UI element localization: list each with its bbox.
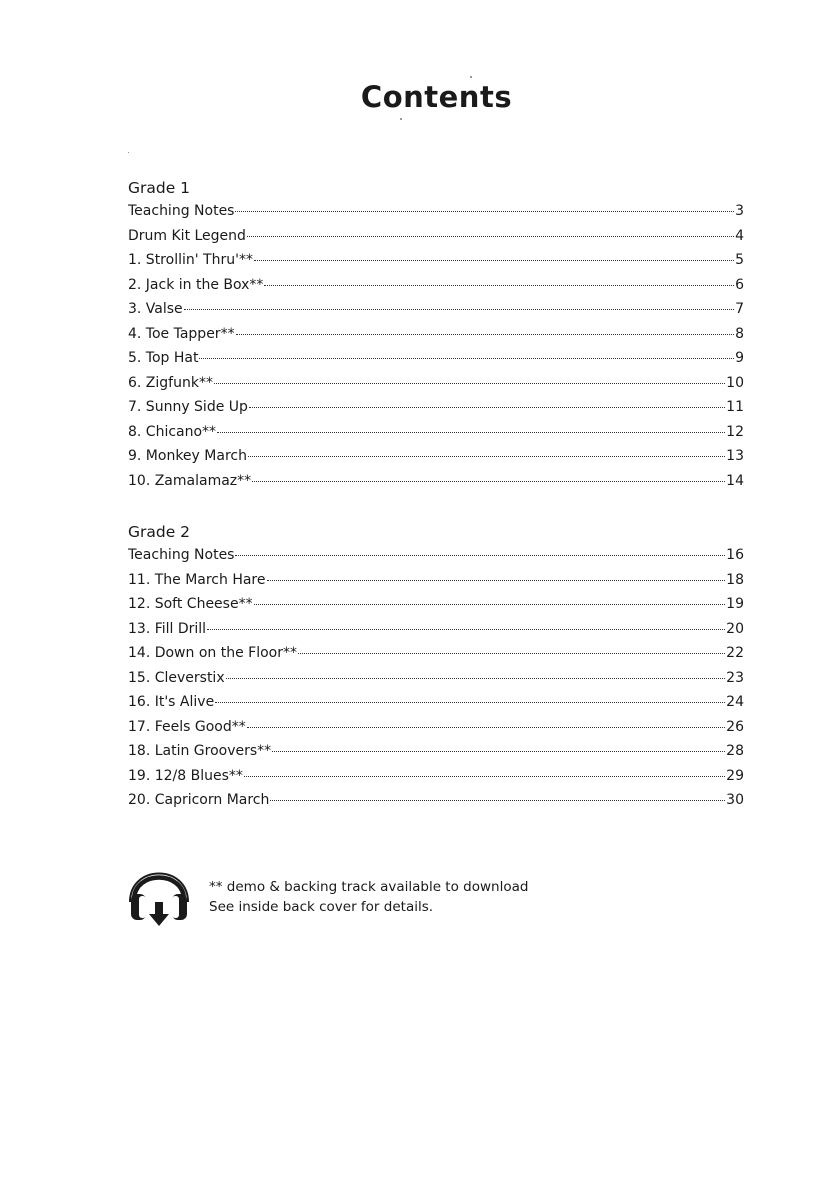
scan-speck xyxy=(470,76,472,78)
dot-leader xyxy=(272,751,725,752)
toc-entry xyxy=(128,694,744,719)
scan-speck xyxy=(400,118,402,120)
toc-entry xyxy=(128,228,744,253)
dot-leader xyxy=(270,800,725,801)
entry-title: 8. Chicano** xyxy=(128,423,217,440)
entry-title: 3. Valse xyxy=(128,301,183,317)
page-number: 10 xyxy=(726,374,744,391)
dot-leader xyxy=(207,629,725,630)
dot-leader xyxy=(226,678,726,679)
page-number: 14 xyxy=(726,472,744,489)
dot-leader xyxy=(254,260,734,261)
page-number: 13 xyxy=(726,448,744,464)
dot-leader xyxy=(184,309,734,310)
dot-leader xyxy=(199,358,734,359)
page-number: 4 xyxy=(735,227,744,244)
entry-title: 4. Toe Tapper** xyxy=(128,325,235,342)
dot-leader xyxy=(247,236,734,237)
entry-title: 1. Strollin' Thru'** xyxy=(128,252,253,268)
page-number: 7 xyxy=(735,301,744,317)
entry-title: 20. Capricorn March xyxy=(128,792,270,808)
toc-entry xyxy=(128,252,744,277)
toc-list xyxy=(128,203,744,497)
dot-leader xyxy=(267,580,726,581)
entry-title: Drum Kit Legend xyxy=(128,227,246,244)
entry-title: 5. Top Hat xyxy=(128,350,199,366)
headphones-download-icon xyxy=(128,858,190,930)
dot-leader xyxy=(264,285,734,286)
page-title: Contents xyxy=(360,80,513,114)
download-note xyxy=(128,858,628,938)
toc-entry xyxy=(128,547,744,572)
dot-leader xyxy=(214,383,725,384)
entry-title: 18. Latin Groovers** xyxy=(128,743,272,759)
entry-title: 2. Jack in the Box** xyxy=(128,276,264,293)
page-number: 18 xyxy=(726,571,744,588)
toc-entry xyxy=(128,277,744,302)
page-number: 9 xyxy=(735,350,744,366)
entry-title: Teaching Notes xyxy=(128,547,235,563)
page-number: 16 xyxy=(726,547,744,563)
page-number: 11 xyxy=(726,399,744,415)
page-number: 19 xyxy=(726,596,744,612)
entry-title: Teaching Notes xyxy=(128,203,235,219)
section-heading: Grade 1 xyxy=(128,179,191,197)
entry-title: 15. Cleverstix xyxy=(128,669,225,686)
dot-leader xyxy=(236,334,735,335)
entry-title: 16. It's Alive xyxy=(128,694,215,710)
toc-entry xyxy=(128,670,744,695)
entry-title: 9. Monkey March xyxy=(128,448,247,464)
toc-entry xyxy=(128,203,744,228)
page-number: 6 xyxy=(735,276,744,293)
entry-title: 13. Fill Drill xyxy=(128,620,207,637)
page-number: 24 xyxy=(726,694,744,710)
note-line-details: See inside back cover for details. xyxy=(209,899,434,915)
toc-entry xyxy=(128,399,744,424)
note-text xyxy=(209,877,528,917)
toc-entry xyxy=(128,792,744,817)
grade-2-section xyxy=(128,522,744,817)
entry-title: 6. Zigfunk** xyxy=(128,374,213,391)
page-number: 26 xyxy=(726,718,744,735)
page-number: 3 xyxy=(735,203,744,219)
dot-leader xyxy=(252,481,725,482)
page-number: 29 xyxy=(726,767,744,784)
entry-title: 10. Zamalamaz** xyxy=(128,472,252,489)
toc-entry xyxy=(128,719,744,744)
toc-entry xyxy=(128,743,744,768)
page-number: 23 xyxy=(726,669,744,686)
toc-entry xyxy=(128,326,744,351)
entry-title: 11. The March Hare xyxy=(128,571,266,588)
toc-entry xyxy=(128,448,744,473)
dot-leader xyxy=(217,432,725,433)
entry-title: 12. Soft Cheese** xyxy=(128,596,253,612)
dot-leader xyxy=(248,456,725,457)
toc-entry xyxy=(128,375,744,400)
grade-1-section xyxy=(128,178,744,497)
entry-title: 14. Down on the Floor** xyxy=(128,645,297,661)
entry-title: 17. Feels Good** xyxy=(128,718,246,735)
page-number: 20 xyxy=(726,620,744,637)
dot-leader xyxy=(235,211,734,212)
note-line-download: ** demo & backing track available to download xyxy=(209,879,529,895)
toc-entry xyxy=(128,424,744,449)
toc-entry xyxy=(128,350,744,375)
section-heading: Grade 2 xyxy=(128,523,191,541)
toc-entry xyxy=(128,473,744,498)
toc-list xyxy=(128,547,744,817)
page-number: 8 xyxy=(735,325,744,342)
dot-leader xyxy=(247,727,725,728)
toc-entry xyxy=(128,621,744,646)
page-number: 30 xyxy=(726,792,744,808)
toc-entry xyxy=(128,572,744,597)
page-number: 5 xyxy=(735,252,744,268)
dot-leader xyxy=(215,702,725,703)
entry-title: 19. 12/8 Blues** xyxy=(128,767,243,784)
dot-leader xyxy=(249,407,725,408)
toc-entry xyxy=(128,596,744,621)
toc-entry xyxy=(128,768,744,793)
scan-speck xyxy=(128,152,129,153)
dot-leader xyxy=(235,555,725,556)
dot-leader xyxy=(298,653,725,654)
toc-entry xyxy=(128,645,744,670)
dot-leader xyxy=(254,604,726,605)
page-number: 28 xyxy=(726,743,744,759)
dot-leader xyxy=(244,776,725,777)
page-number: 12 xyxy=(726,423,744,440)
toc-entry xyxy=(128,301,744,326)
page-number: 22 xyxy=(726,645,744,661)
entry-title: 7. Sunny Side Up xyxy=(128,399,248,415)
